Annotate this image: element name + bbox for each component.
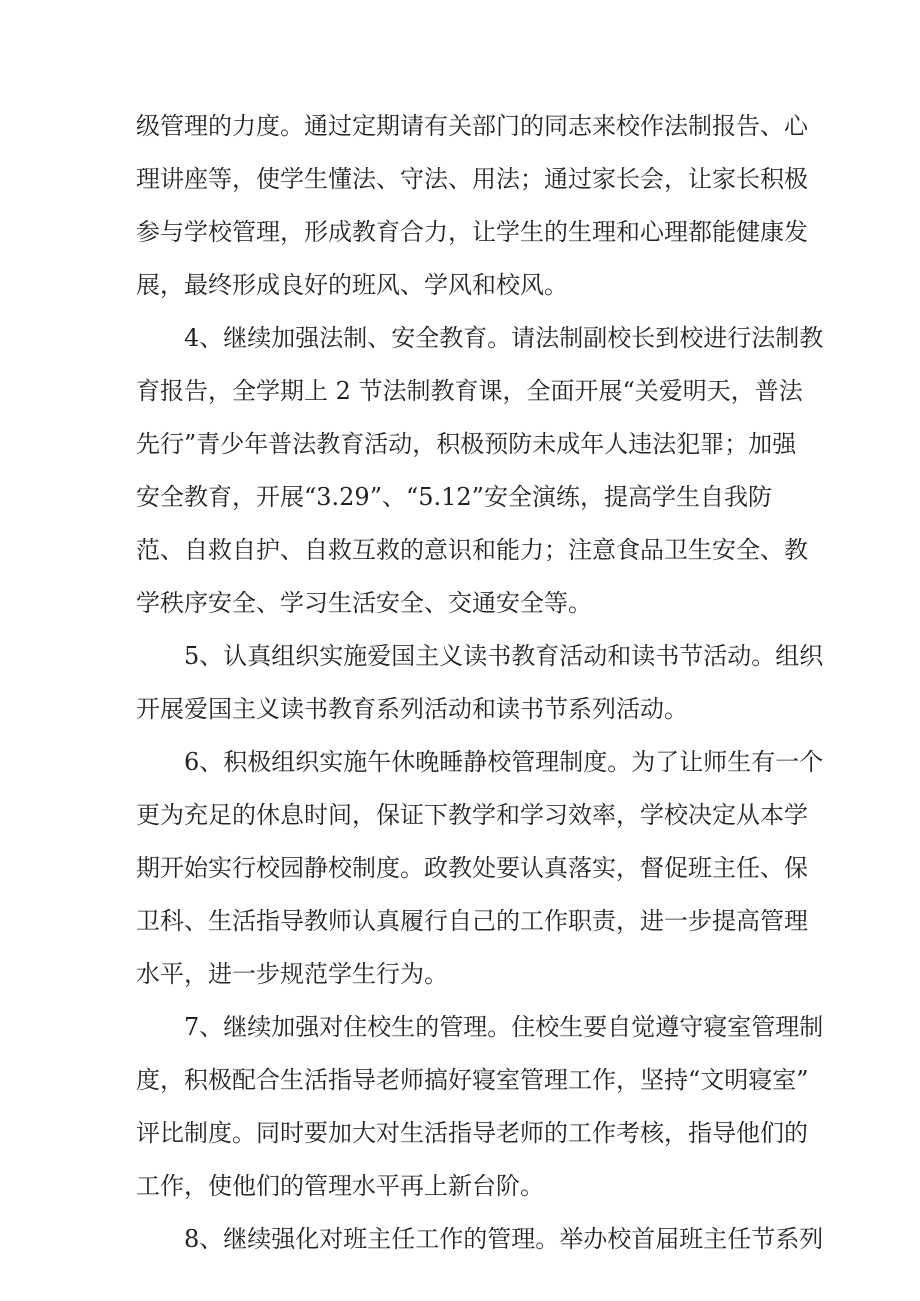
text-line: 4、继续加强法制、安全教育。请法制副校长到校进行法制教: [184, 324, 824, 352]
text-line: 卫科、生活指导教师认真履行自己的工作职责，进一步提高管理: [136, 907, 808, 935]
text-line: 期开始实行校园静校制度。政教处要认真落实，督促班主任、保: [136, 854, 808, 882]
text-line: 7、继续加强对住校生的管理。住校生要自觉遵守寝室管理制: [184, 1013, 824, 1041]
text-line: 8、继续强化对班主任工作的管理。举办校首届班主任节系列: [184, 1225, 824, 1253]
text-line: 范、自救自护、自救互救的意识和能力；注意食品卫生安全、教: [136, 536, 808, 564]
text-line: 安全教育，开展“3.29”、“5.12”安全演练，提高学生自我防: [136, 483, 772, 511]
text-line: 学秩序安全、学习生活安全、交通安全等。: [136, 589, 592, 617]
text-line: 更为充足的休息时间，保证下教学和学习效率，学校决定从本学: [136, 801, 808, 829]
text-line: 工作，使他们的管理水平再上新台阶。: [136, 1172, 544, 1200]
text-line: 理讲座等，使学生懂法、守法、用法；通过家长会，让家长积极: [136, 165, 808, 193]
text-line: 5、认真组织实施爱国主义读书教育活动和读书节活动。组织: [184, 642, 824, 670]
text-line: 育报告，全学期上 2 节法制教育课，全面开展“关爱明天，普法: [136, 377, 803, 405]
text-line: 水平，进一步规范学生行为。: [136, 960, 448, 988]
text-line: 先行”青少年普法教育活动，积极预防未成年人违法犯罪；加强: [136, 430, 797, 458]
text-line: 6、积极组织实施午休晚睡静校管理制度。为了让师生有一个: [184, 748, 824, 776]
text-line: 度，积极配合生活指导老师搞好寝室管理工作，坚持“文明寝室”: [136, 1066, 809, 1094]
text-line: 展，最终形成良好的班风、学风和校风。: [136, 271, 568, 299]
text-line: 开展爱国主义读书教育系列活动和读书节系列活动。: [136, 695, 688, 723]
text-line: 评比制度。同时要加大对生活指导老师的工作考核，指导他们的: [136, 1119, 808, 1147]
text-line: 参与学校管理，形成教育合力，让学生的生理和心理都能健康发: [136, 218, 808, 246]
text-line: 级管理的力度。通过定期请有关部门的同志来校作法制报告、心: [136, 112, 808, 140]
